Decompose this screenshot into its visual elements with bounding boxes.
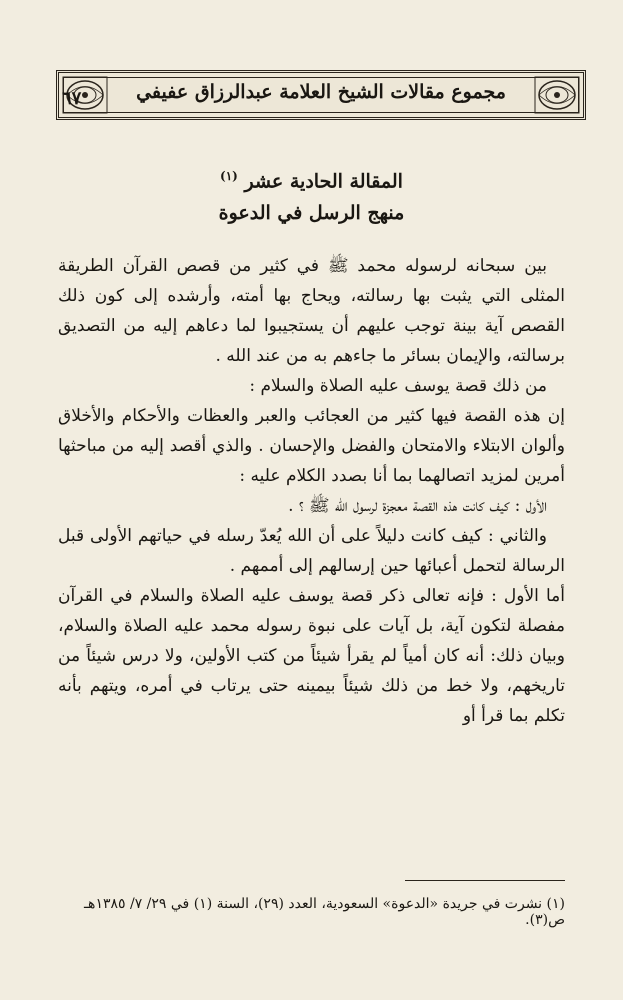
- paragraph: إن هذه القصة فيها كثير من العجائب والعبر والعظات والأحكام والأخلاق وألوان الابتلاء والامتحان والفضل والإحسان . والذي أقصد إليه من مباحثها أمرين لمزيد اتصالهما بما أنا بصدد الكلام عليه :: [58, 406, 565, 487]
- page-header-frame: [56, 70, 586, 120]
- footnote-marker: (١): [220, 169, 238, 183]
- footnote-divider: [405, 880, 565, 881]
- article-title-text: المقالة الحادية عشر: [244, 170, 403, 193]
- paragraph: الأول : كيف كانت هذه القصة معجزة لرسول الله ﷺ ؟ .: [288, 496, 547, 517]
- paragraph: والثاني : كيف كانت دليلاً على أن الله يُعدّ رسله في حياتهم الأولى قبل الرسالة لتحمل أعبائها حين إرسالهم إلى أممهم .: [58, 526, 565, 577]
- article-subtitle: منهج الرسل في الدعوة: [218, 202, 405, 225]
- running-header-title: مجموع مقالات الشيخ العلامة عبدالرزاق عفيفي: [136, 81, 506, 103]
- paragraph: من ذلك قصة يوسف عليه الصلاة والسلام :: [249, 376, 547, 397]
- article-title: [58, 160, 565, 197]
- footnote: (١) نشرت في جريدة «الدعوة» السعودية، العدد (٢٩)، السنة (١) في ٢٩/ ٧/ ١٣٨٥هـ ص(٣).: [83, 896, 565, 928]
- page-number: ٦٧: [62, 88, 82, 109]
- article-body: [58, 160, 565, 731]
- ornament-icon: [534, 76, 580, 114]
- paragraph: بين سبحانه لرسوله محمد ﷺ في كثير من قصص القرآن الطريقة المثلى التي يثبت بها رسالته، ويحاج بها أمته، وأرشده إلى كون ذلك القصص آية بينة توجب عليهم أن يستجيبوا لما دعاهم إليه من التصديق برسالته، والإيمان بسائر ما جاءهم به من عند الله .: [58, 256, 565, 367]
- paragraph: أما الأول : فإنه تعالى ذكر قصة يوسف عليه الصلاة والسلام في القرآن مفصلة لتكون آية، بل آيات على نبوة رسوله محمد عليه الصلاة والسلام، وبيان ذلك: أنه كان أمياً لم يقرأ شيئاً من كتب الأولين، ولا درس شيئاً من تاريخهم، ولا خط من ذلك شيئاً بيمينه حتى يرتاب في أمره، ويتهم بأنه تكلم بما قرأ أو: [58, 586, 565, 727]
